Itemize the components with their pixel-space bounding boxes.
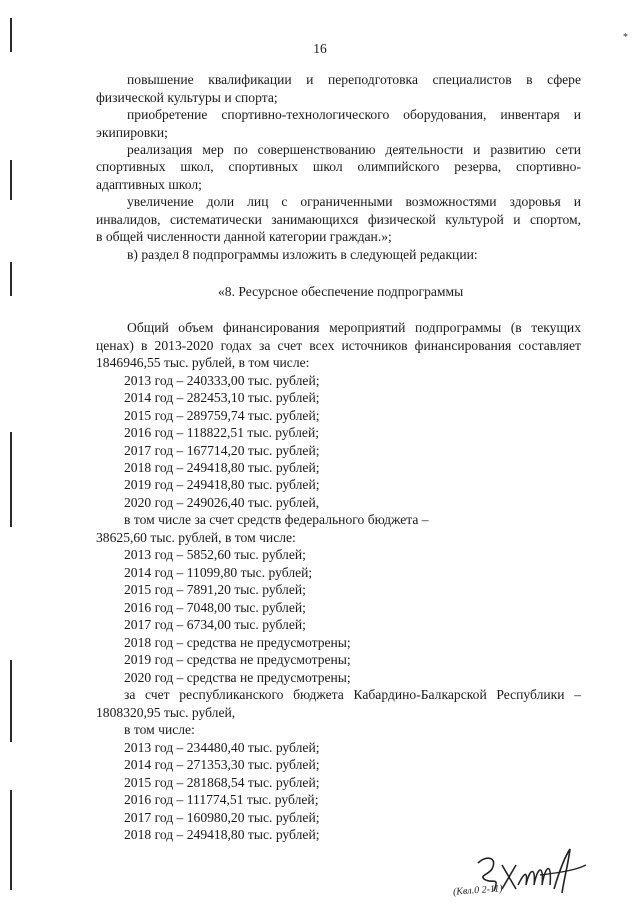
year-line: 2019 год – средства не предусмотрены; bbox=[124, 652, 351, 667]
year-line: 2013 год – 240333,00 тыс. рублей; bbox=[124, 373, 320, 388]
text-line: Общий объем финансирования мероприятий подпрограммы (в текущих bbox=[127, 320, 581, 335]
text-line: экипировки; bbox=[96, 125, 168, 140]
text-line: за счет республиканского бюджета Кабардино-Балкарской Республики – bbox=[124, 687, 581, 702]
year-line: 2015 год – 289759,74 тыс. рублей; bbox=[124, 408, 320, 423]
binding-edge-mark bbox=[10, 160, 12, 200]
year-line: 2020 год – средства не предусмотрены; bbox=[124, 670, 351, 685]
year-line: 2014 год – 271353,30 тыс. рублей; bbox=[124, 757, 320, 772]
text-line: спортивных школ, спортивных школ олимпийского резерва, спортивно- bbox=[96, 159, 581, 174]
text-line: в том числе за счет средств федерального бюджета – bbox=[124, 512, 429, 527]
text-line: инвалидов, систематически занимающихся физической культурой и спортом, bbox=[96, 212, 581, 227]
binding-edge-mark bbox=[10, 262, 12, 296]
text-line: приобретение спортивно-технологического оборудования, инвентаря и bbox=[127, 107, 581, 122]
year-line: 2019 год – 249418,80 тыс. рублей; bbox=[124, 477, 320, 492]
text-line: реализация мер по совершенствованию деятельности и развитию сети bbox=[127, 142, 581, 157]
page-number: 16 bbox=[313, 41, 327, 56]
binding-edge-mark bbox=[10, 432, 12, 527]
section-heading: «8. Ресурсное обеспечение подпрограммы bbox=[218, 284, 464, 299]
handwritten-signature bbox=[470, 845, 590, 905]
year-line: 2014 год – 11099,80 тыс. рублей; bbox=[124, 565, 313, 580]
year-line: 2017 год – 167714,20 тыс. рублей; bbox=[124, 443, 320, 458]
year-line: 2013 год – 234480,40 тыс. рублей; bbox=[124, 740, 320, 755]
signature-caption: (Квл.0 2-11) bbox=[452, 883, 503, 898]
year-line: 2018 год – средства не предусмотрены; bbox=[124, 635, 351, 650]
text-line: адаптивных школ; bbox=[96, 177, 202, 192]
year-line: 2015 год – 7891,20 тыс. рублей; bbox=[124, 582, 306, 597]
year-line: 2015 год – 281868,54 тыс. рублей; bbox=[124, 775, 320, 790]
year-line: 2013 год – 5852,60 тыс. рублей; bbox=[124, 547, 306, 562]
text-line: повышение квалификации и переподготовка специалистов в сфере bbox=[127, 72, 581, 87]
corner-mark: * bbox=[623, 32, 628, 43]
text-line: в общей численности данной категории граждан.»; bbox=[96, 229, 392, 244]
text-line: 38625,60 тыс. рублей, в том числе: bbox=[96, 530, 296, 545]
binding-edge-mark bbox=[10, 790, 12, 890]
text-line: увеличение доли лиц с ограниченными возможностями здоровья и bbox=[127, 194, 581, 209]
year-line: 2020 год – 249026,40 тыс. рублей, bbox=[124, 495, 320, 510]
year-line: 2014 год – 282453,10 тыс. рублей; bbox=[124, 390, 320, 405]
text-line: в том числе: bbox=[124, 722, 195, 737]
year-line: 2018 год – 249418,80 тыс. рублей; bbox=[124, 827, 320, 842]
text-line: физической культуры и спорта; bbox=[96, 90, 278, 105]
year-line: 2017 год – 160980,20 тыс. рублей; bbox=[124, 810, 320, 825]
year-line: 2016 год – 118822,51 тыс. рублей; bbox=[124, 425, 319, 440]
year-line: 2018 год – 249418,80 тыс. рублей; bbox=[124, 460, 320, 475]
year-line: 2017 год – 6734,00 тыс. рублей; bbox=[124, 617, 306, 632]
binding-edge-mark bbox=[10, 660, 12, 742]
text-line: 1808320,95 тыс. рублей, bbox=[96, 705, 236, 720]
year-line: 2016 год – 7048,00 тыс. рублей; bbox=[124, 600, 306, 615]
text-line: в) раздел 8 подпрограммы изложить в следующей редакции: bbox=[127, 247, 478, 262]
year-line: 2016 год – 111774,51 тыс. рублей; bbox=[124, 792, 319, 807]
text-line: ценах) в 2013-2020 годах за счет всех источников финансирования составляет bbox=[96, 338, 581, 353]
text-line: 1846946,55 тыс. рублей, в том числе: bbox=[96, 355, 310, 370]
